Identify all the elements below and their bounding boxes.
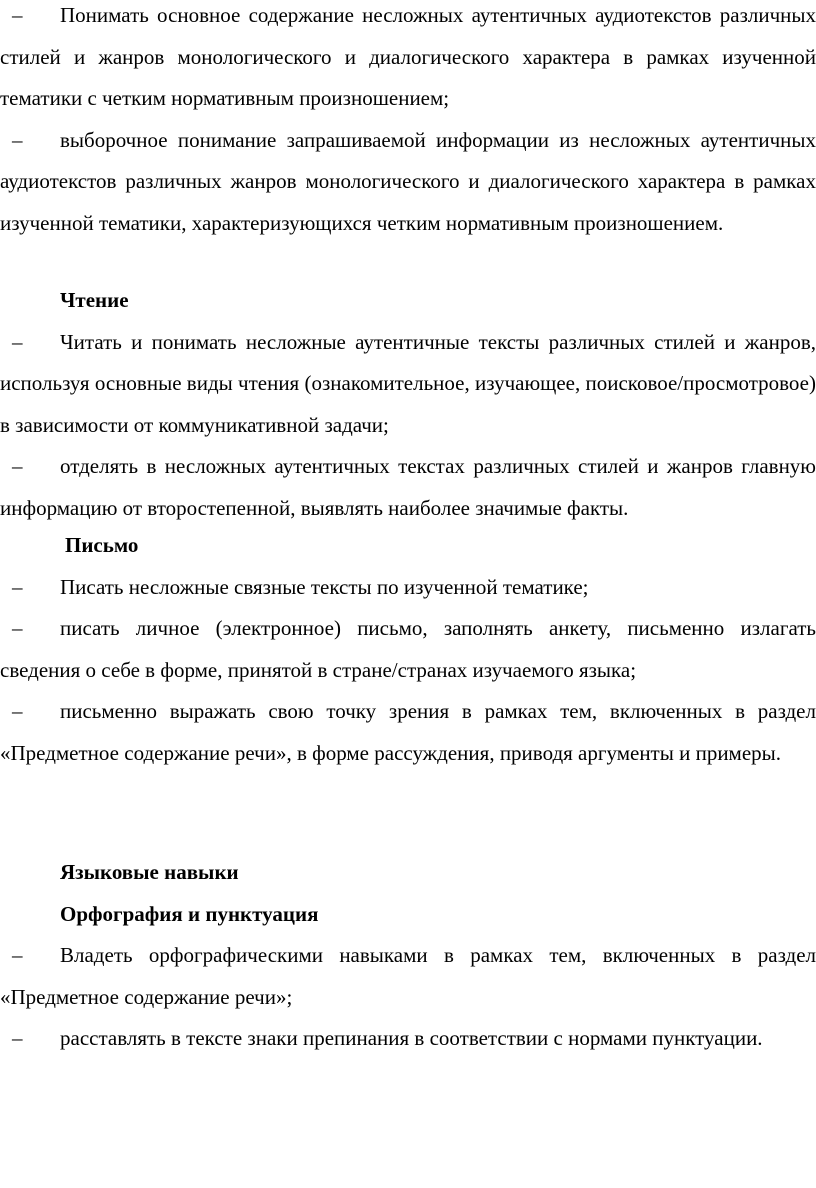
list-item: – отделять в несложных аутентичных текстах различных стилей и жанров главную информацию от второстепенной, выявлять наиболее значимые факты.	[0, 446, 816, 529]
language-skills-section	[0, 852, 816, 1060]
bullet-dash: –	[12, 943, 23, 967]
listening-items	[0, 0, 816, 244]
list-item: – письменно выражать свою точку зрения в рамках тем, включенных в раздел «Предметное содержание речи», в форме рассуждения, приводя аргументы и примеры.	[0, 691, 816, 774]
list-item: – Понимать основное содержание несложных аутентичных аудиотекстов различных стилей и жанров монологического и диалогического характера в рамках изученной тематики с четким нормативным произношением;	[0, 0, 816, 120]
bullet-dash: –	[12, 616, 23, 640]
bullet-dash: –	[12, 1026, 23, 1050]
list-item: – Писать несложные связные тексты по изученной тематике;	[0, 567, 816, 609]
list-item: – расставлять в тексте знаки препинания в соответствии с нормами пунктуации.	[0, 1018, 816, 1060]
bullet-dash: –	[12, 454, 23, 478]
list-item: – писать личное (электронное) письмо, заполнять анкету, письменно излагать сведения о себе в форме, принятой в стране/странах изучаемого языка;	[0, 608, 816, 691]
bullet-dash: –	[12, 574, 23, 599]
section-heading-language-skills: Языковые навыки	[60, 860, 239, 884]
list-item: – выборочное понимание запрашиваемой информации из несложных аутентичных аудиотекстов различных жанров монологического и диалогического характера в рамках изученной тематики, характеризующихся четким нормативным произношением.	[0, 120, 816, 245]
section-heading-writing: Письмо	[65, 533, 139, 557]
bullet-dash: –	[12, 3, 23, 27]
writing-section	[0, 525, 816, 774]
list-item: – Владеть орфографическими навыками в рамках тем, включенных в раздел «Предметное содержание речи»;	[0, 935, 816, 1018]
bullet-dash: –	[12, 127, 23, 152]
section-heading-spelling: Орфография и пунктуация	[60, 901, 319, 926]
section-heading-reading: Чтение	[60, 288, 129, 312]
bullet-dash: –	[12, 699, 23, 723]
reading-section	[0, 280, 816, 529]
bullet-dash: –	[12, 329, 23, 354]
list-item: – Читать и понимать несложные аутентичные тексты различных стилей и жанров, используя основные виды чтения (ознакомительное, изучающее, поисковое/просмотровое) в зависимости от коммуникативной задачи;	[0, 322, 816, 447]
